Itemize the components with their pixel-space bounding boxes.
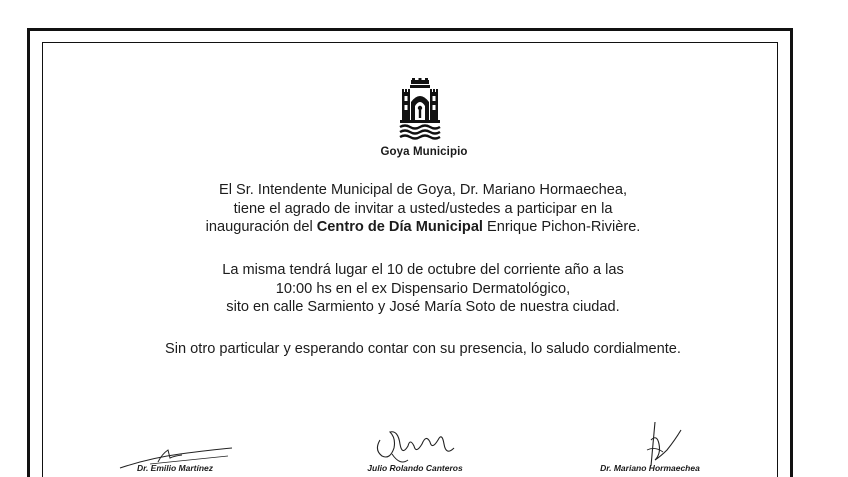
invitation-line: sito en calle Sarmiento y José María Soto de nuestra ciudad. bbox=[226, 299, 620, 315]
closing-paragraph bbox=[60, 340, 786, 359]
signature-block-2 bbox=[350, 420, 480, 477]
invitation-line: tiene el agrado de invitar a usted/ustedes a participar en la bbox=[233, 200, 613, 217]
invitation-paragraph-1 bbox=[60, 181, 786, 237]
org-name: Goya Municipio bbox=[380, 146, 468, 158]
closing-line: Sin otro particular y esperando contar con su presencia, lo saludo cordialmente. bbox=[165, 341, 681, 357]
signature-block-3 bbox=[585, 420, 715, 477]
invitation-line bbox=[60, 218, 786, 237]
signature-name-1: Dr. Emilio Martínez bbox=[136, 463, 214, 473]
signature-name-2: Julio Rolando Canteros bbox=[367, 463, 463, 473]
invitation-text: inauguración del bbox=[205, 219, 317, 235]
invitation-line: 10:00 hs en el ex Dispensario Dermatológico, bbox=[275, 280, 571, 297]
municipal-crest-icon bbox=[396, 78, 444, 140]
invitation-paragraph-2 bbox=[60, 261, 786, 317]
invitation-line: La misma tendrá lugar el 10 de octubre del corriente año a las bbox=[222, 262, 624, 278]
signature-block-1 bbox=[110, 420, 240, 477]
invitation-line: El Sr. Intendente Municipal de Goya, Dr. Mariano Hormaechea, bbox=[218, 182, 628, 198]
center-name: Centro de Día Municipal bbox=[316, 219, 483, 235]
signature-name-3: Dr. Mariano Hormaechea bbox=[600, 463, 700, 473]
invitation-text: Enrique Pichon-Rivière. bbox=[483, 219, 641, 235]
